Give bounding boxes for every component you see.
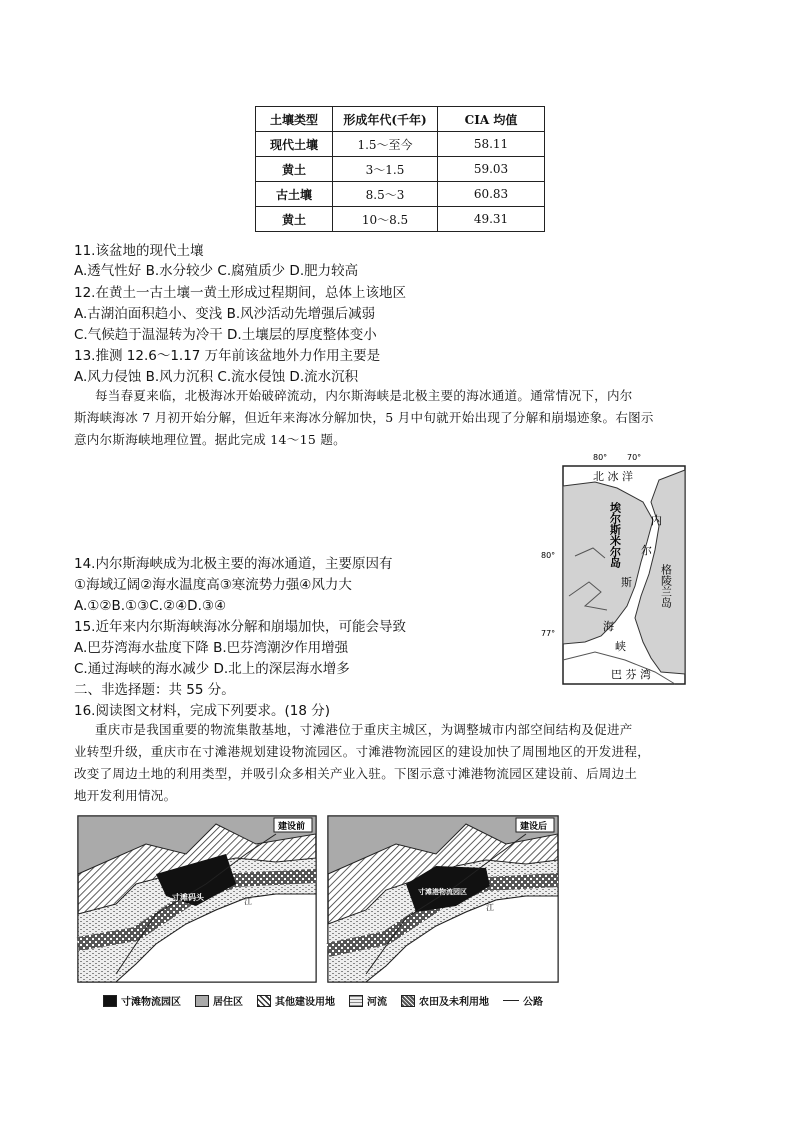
map-before — [78, 816, 316, 982]
question-12: 12.在黄土一古土壤一黄土形成过程期间，总体上该地区 — [74, 285, 406, 301]
legend-label: 其他建设用地 — [275, 997, 335, 1008]
table-header: 形成年代(千年) — [333, 107, 438, 132]
arctic-ocean-label: 北 冰 洋 — [593, 470, 633, 483]
farmland-swatch — [401, 995, 415, 1007]
table-cell: 49.31 — [438, 207, 545, 232]
passage-2-line-1: 重庆市是我国重要的物流集散基地，寸滩港位于重庆主城区，为调整城市内部空间结构及促进产 — [95, 722, 633, 737]
soil-table — [255, 106, 545, 232]
table-cell: 8.5～3 — [333, 182, 438, 207]
river-label: 江 — [486, 903, 494, 912]
legend-item — [257, 993, 335, 1008]
question-11-options: A.透气性好 B.水分较少 C.腐殖质少 D.肥力较高 — [74, 263, 359, 279]
residential-swatch — [195, 995, 209, 1007]
baffin-bay-label: 巴 芬 湾 — [611, 668, 651, 681]
table-cell: 3～1.5 — [333, 157, 438, 182]
question-14: 14.内尔斯海峡成为北极主要的海冰通道，主要原因有 — [74, 556, 393, 572]
before-label: 建设前 — [278, 822, 306, 832]
river-swatch — [349, 995, 363, 1007]
zone-label: 寸滩港物流园区 — [418, 888, 467, 896]
strait-label: 峡 — [615, 640, 626, 653]
legend-label: 公路 — [523, 997, 543, 1008]
question-15: 15.近年来内尔斯海峡海冰分解和崩塌加快，可能会导致 — [74, 619, 406, 635]
passage-2-line-2: 业转型升级，重庆市在寸滩港规划建设物流园区。寸滩港物流园区的建设加快了周围地区的开发进程， — [74, 744, 651, 759]
question-15-options-2: C.通过海峡的海水减少 D.北上的深层海水增多 — [74, 661, 350, 677]
greenland-label: 格陵兰岛 — [659, 564, 673, 608]
passage-1-line-3: 意内尔斯海峡地理位置。据此完成 14～15 题。 — [74, 432, 346, 447]
table-cell: 60.83 — [438, 182, 545, 207]
question-13-options: A.风力侵蚀 B.风力沉积 C.流水侵蚀 D.流水沉积 — [74, 369, 359, 385]
strait-label: 海 — [603, 620, 614, 633]
question-12-options-1: A.古湖泊面积趋小、变浅 B.风沙活动先增强后减弱 — [74, 306, 376, 322]
legend-label: 居住区 — [213, 997, 243, 1008]
table-row — [256, 207, 545, 232]
passage-2-line-3: 改变了周边土地的利用类型，并吸引众多相关产业入驻。下图示意寸滩港物流园区建设前、后周边土 — [74, 766, 638, 781]
table-header: CIA 均值 — [438, 107, 545, 132]
map-legend — [103, 993, 543, 1008]
table-cell: 10～8.5 — [333, 207, 438, 232]
legend-item — [349, 993, 387, 1008]
question-11: 11.该盆地的现代土壤 — [74, 243, 204, 259]
nares-strait-map — [541, 446, 691, 688]
question-13: 13.推测 12.6～1.17 万年前该盆地外力作用主要是 — [74, 348, 381, 364]
lat-label: 77° — [541, 629, 556, 638]
table-row — [256, 182, 545, 207]
lon-label: 70° — [627, 453, 642, 462]
river-label: 江 — [244, 897, 252, 906]
legend-item — [401, 993, 489, 1008]
table-cell: 黄土 — [256, 157, 333, 182]
strait-label: 内 — [651, 514, 662, 527]
land-use-maps — [76, 814, 722, 986]
section-2-title: 二、非选择题：共 55 分。 — [74, 682, 235, 698]
logistics-swatch — [103, 995, 117, 1007]
lat-label: 80° — [541, 551, 556, 560]
table-cell: 现代土壤 — [256, 132, 333, 157]
map-after — [328, 816, 558, 982]
table-cell: 黄土 — [256, 207, 333, 232]
table-cell: 59.03 — [438, 157, 545, 182]
table-row — [256, 157, 545, 182]
ellesmere-label: 埃尔斯米尔岛 — [608, 502, 622, 568]
lon-label: 80° — [593, 453, 608, 462]
table-cell: 古土壤 — [256, 182, 333, 207]
passage-2-line-4: 地开发利用情况。 — [74, 788, 177, 803]
question-14-options: A.①②B.①③C.②④D.③④ — [74, 598, 227, 614]
passage-1-line-2: 斯海峡海冰 7 月初开始分解，但近年来海冰分解加快，5 月中旬就开始出现了分解和崩塌迹象。右图示 — [74, 410, 654, 425]
table-header-row — [256, 107, 545, 132]
legend-label: 寸滩物流园区 — [121, 997, 181, 1008]
legend-label: 农田及未利用地 — [419, 997, 489, 1008]
legend-item — [503, 993, 543, 1008]
question-16: 16.阅读图文材料，完成下列要求。(18 分) — [74, 703, 330, 719]
legend-item — [103, 993, 181, 1008]
strait-label: 尔 — [641, 544, 652, 557]
road-swatch — [503, 1000, 519, 1001]
question-14-items: ①海域辽阔②海水温度高③寒流势力强④风力大 — [74, 577, 352, 593]
strait-label: 斯 — [621, 576, 632, 589]
question-15-options-1: A.巴芬湾海水盐度下降 B.巴芬湾潮汐作用增强 — [74, 640, 349, 656]
other-swatch — [257, 995, 271, 1007]
table-row — [256, 132, 545, 157]
passage-1-line-1: 每当春夏来临，北极海冰开始破碎流动，内尔斯海峡是北极主要的海冰通道。通常情况下，内尔 — [95, 388, 633, 403]
after-label: 建设后 — [520, 822, 548, 832]
question-12-options-2: C.气候趋于温湿转为冷干 D.土壤层的厚度整体变小 — [74, 327, 377, 343]
zone-label: 寸滩码头 — [172, 893, 204, 902]
table-cell: 58.11 — [438, 132, 545, 157]
table-header: 土壤类型 — [256, 107, 333, 132]
table-cell: 1.5～至今 — [333, 132, 438, 157]
legend-label: 河流 — [367, 997, 387, 1008]
legend-item — [195, 993, 243, 1008]
